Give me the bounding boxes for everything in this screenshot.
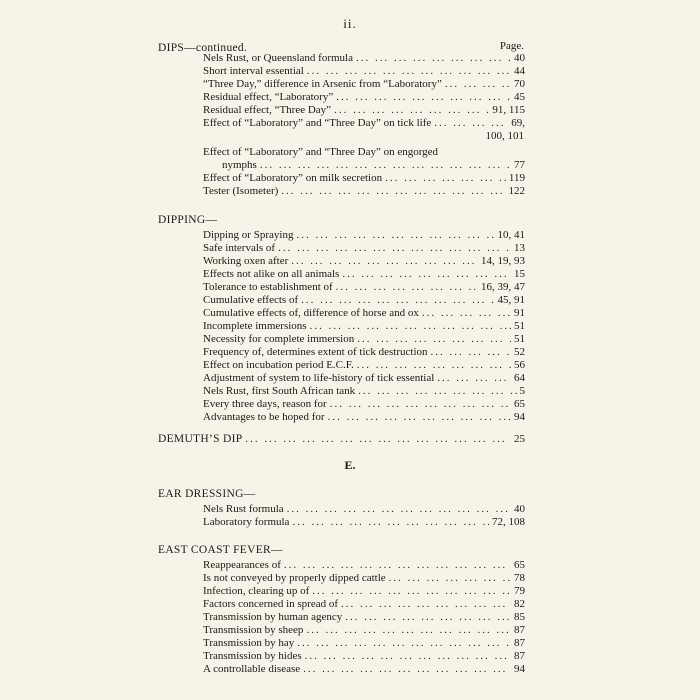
- index-entry: Cumulative effects of, difference of horse and ox ... . 91: [203, 306, 525, 320]
- index-entry: Dipping or Spraying ... . 10, 41: [203, 228, 525, 242]
- index-entry: Necessity for complete immersion ... . 51: [203, 332, 525, 346]
- index-entry: Nels Rust, or Queensland formula ... . 40: [203, 51, 525, 65]
- index-heading-entry: DEMUTH’S DIP ... . 25: [158, 432, 525, 446]
- index-entry: Transmission by human agency ... . 85: [203, 610, 525, 624]
- index-entry: Tester (Isometer) ... . 122: [203, 184, 525, 198]
- index-entry: Effect of “Laboratory” on milk secretion ... . 119: [203, 171, 525, 185]
- index-entry-continuation: nymphs ... . 77: [222, 158, 525, 172]
- index-entry: A controllable disease ... . 94: [203, 662, 525, 676]
- index-entry: Transmission by hides ... . 87: [203, 649, 525, 663]
- heading-east-coast-fever: EAST COAST FEVER—: [158, 544, 283, 556]
- index-entry: Frequency of, determines extent of tick destruction ... . 52: [203, 345, 525, 359]
- index-entry: Effect on incubation period E.C.F. ... . 56: [203, 358, 525, 372]
- section-letter: E.: [344, 458, 356, 472]
- index-entry: Infection, clearing up of ... . 79: [203, 584, 525, 598]
- index-entry: Effect of “Laboratory” and “Three Day” on tick life ... . 69,: [203, 116, 525, 130]
- index-entry: Laboratory formula ... . 72, 108: [203, 515, 525, 529]
- index-entry: Transmission by sheep ... . 87: [203, 623, 525, 637]
- index-entry: Nels Rust, first South African tank ... . 5: [203, 384, 525, 398]
- index-entry: Effect of “Laboratory” and “Three Day” on engorged: [203, 146, 439, 158]
- heading-dipping: DIPPING—: [158, 214, 218, 226]
- heading-dips: DIPS—continued.: [158, 42, 248, 54]
- index-entry: Working oxen after ... . 14, 19, 93: [203, 254, 525, 268]
- heading-ear-dressing: EAR DRESSING—: [158, 488, 256, 500]
- index-entry: Tolerance to establishment of ... . 16, 39, 47: [203, 280, 525, 294]
- index-entry: Transmission by hay ... . 87: [203, 636, 525, 650]
- index-entry: Nels Rust formula ... . 40: [203, 502, 525, 516]
- index-entry: Residual effect, “Laboratory” ... . 45: [203, 90, 525, 104]
- index-entry: Adjustment of system to life-history of tick essential ... . 64: [203, 371, 525, 385]
- index-entry: Factors concerned in spread of ... . 82: [203, 597, 525, 611]
- index-entry: Short interval essential ... . 44: [203, 64, 525, 78]
- page-number: ii.: [343, 16, 357, 31]
- index-entry: Advantages to be hoped for ... . 94: [203, 410, 525, 424]
- page-column-label: Page.: [499, 40, 524, 52]
- index-entry: Incomplete immersions ... . 51: [203, 319, 525, 333]
- index-entry: Reappearances of ... . 65: [203, 558, 525, 572]
- index-entry: “Three Day,” difference in Arsenic from “Laboratory” ... . 70: [203, 77, 525, 91]
- index-entry: Is not conveyed by properly dipped cattle ... . 78: [203, 571, 525, 585]
- index-entry: Every three days, reason for ... . 65: [203, 397, 525, 411]
- index-entry: Safe intervals of ... . 13: [203, 241, 525, 255]
- index-entry: Residual effect, “Three Day” ... . 91, 115: [203, 103, 525, 117]
- continuation-pages: 100, 101: [485, 130, 524, 142]
- index-entry: Effects not alike on all animals ... . 15: [203, 267, 525, 281]
- index-entry: Cumulative effects of ... . 45, 91: [203, 293, 525, 307]
